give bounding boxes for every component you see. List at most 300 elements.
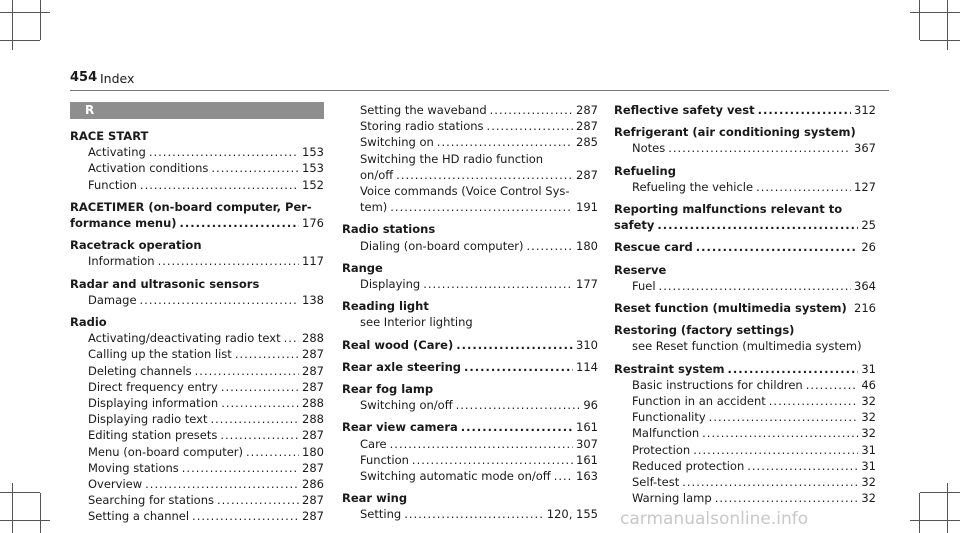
entry-label: Function xyxy=(360,452,409,467)
entry-label: Deleting channels xyxy=(88,363,192,378)
index-subentry[interactable] xyxy=(614,442,876,458)
page-reference: 120, 155 xyxy=(546,507,598,522)
dot-leader xyxy=(456,337,573,353)
entry-row xyxy=(614,300,876,316)
entry-label: Basic instructions for children xyxy=(632,377,803,392)
page-reference: 26 xyxy=(861,240,876,255)
dot-leader xyxy=(758,102,851,118)
entry-label: see Reset function (multimedia system) xyxy=(632,339,862,354)
entry-row xyxy=(632,140,876,156)
entry-label: Restraint system xyxy=(614,361,725,376)
index-entry[interactable] xyxy=(614,102,876,118)
entry-label: Activating/deactivating radio text xyxy=(88,331,281,346)
index-subentry[interactable] xyxy=(342,506,598,522)
entry-label: Overview xyxy=(88,477,143,492)
entry-label: Setting the waveband xyxy=(360,103,487,117)
entry-label: Reflective safety vest xyxy=(614,103,755,117)
page-section-title: Index xyxy=(100,71,135,86)
index-subentry[interactable] xyxy=(614,425,876,441)
entry-label: Care xyxy=(360,436,387,451)
entry-label: Radar and ultrasonic sensors xyxy=(70,276,260,291)
page-reference: 32 xyxy=(861,426,876,441)
index-subentry[interactable] xyxy=(614,458,876,474)
entry-label: Reduced protection xyxy=(632,458,745,473)
index-entry[interactable] xyxy=(342,359,598,375)
index-column-1 xyxy=(70,102,324,525)
index-column-2 xyxy=(342,102,598,523)
index-subentry[interactable] xyxy=(70,395,324,411)
entry-label: Reserve xyxy=(614,262,667,277)
index-subentry[interactable] xyxy=(70,411,324,427)
entry-row xyxy=(342,337,598,353)
entry-row xyxy=(88,330,324,346)
dot-leader xyxy=(396,167,573,183)
dot-leader xyxy=(217,492,299,508)
entry-label: Warning lamp xyxy=(632,491,712,506)
dot-leader xyxy=(220,427,299,443)
page-reference: 32 xyxy=(861,491,876,506)
page-reference: 191 xyxy=(576,200,598,215)
index-subentry[interactable] xyxy=(70,476,324,492)
page-reference: 96 xyxy=(583,398,598,413)
entry-label: Rear view camera xyxy=(342,420,458,435)
entry-row xyxy=(632,278,876,294)
entry-label: Menu (on-board computer) xyxy=(88,444,244,459)
dot-leader xyxy=(211,160,299,176)
index-subentry[interactable] xyxy=(70,460,324,476)
entry-label: Switching on/off xyxy=(360,398,453,413)
page-reference: 114 xyxy=(576,359,598,374)
entry-row xyxy=(88,508,324,524)
index-entry[interactable] xyxy=(342,337,598,353)
index-entry[interactable] xyxy=(70,237,324,253)
entry-label: formance menu) xyxy=(70,216,177,231)
dot-leader xyxy=(221,379,299,395)
entry-row xyxy=(88,460,324,476)
index-entry[interactable] xyxy=(70,128,324,144)
entry-row xyxy=(360,134,598,150)
entry-label: Refrigerant (air conditioning system) xyxy=(614,125,856,140)
index-subentry[interactable] xyxy=(342,118,598,134)
entry-label: Rear fog lamp xyxy=(342,382,434,397)
page-reference: 176 xyxy=(302,216,324,231)
crop-mark xyxy=(910,12,960,13)
entry-label-line: RACETIMER (on-board computer, Per- xyxy=(70,199,312,214)
entry-label: Damage xyxy=(88,292,137,307)
dot-leader xyxy=(404,506,544,522)
page-reference: 287 xyxy=(302,363,324,378)
page-reference: 153 xyxy=(302,145,324,160)
dot-leader xyxy=(180,215,300,231)
entry-label: safety xyxy=(614,218,655,233)
entry-label: Switching automatic mode on/off xyxy=(360,469,551,484)
index-subentry[interactable] xyxy=(342,183,598,215)
crop-mark xyxy=(0,520,50,521)
index-subentry[interactable] xyxy=(70,444,324,460)
page-reference: 180 xyxy=(576,238,598,253)
index-subentry[interactable] xyxy=(70,330,324,346)
entry-label: tem) xyxy=(360,200,388,215)
entry-label: Rescue card xyxy=(614,240,693,255)
index-entry[interactable] xyxy=(342,260,598,276)
dot-leader xyxy=(390,199,573,215)
entry-row xyxy=(88,363,324,379)
entry-label: Radio stations xyxy=(342,222,436,237)
dot-leader xyxy=(211,411,300,427)
entry-row xyxy=(88,379,324,395)
entry-label: Editing station presets xyxy=(88,428,218,443)
entry-label: Function xyxy=(88,177,137,192)
entry-label: Function in an accident xyxy=(632,394,766,409)
index-column-3 xyxy=(614,102,876,506)
index-subentry[interactable] xyxy=(614,409,876,425)
entry-label: Malfunction xyxy=(632,426,700,441)
dot-leader xyxy=(728,361,859,377)
dot-leader xyxy=(747,458,858,474)
index-subentry[interactable] xyxy=(70,346,324,362)
entry-row xyxy=(88,444,324,460)
index-subentry[interactable] xyxy=(70,363,324,379)
entry-label: RACE START xyxy=(70,129,149,143)
page-reference: 177 xyxy=(576,277,598,292)
dot-leader xyxy=(657,217,858,233)
index-subentry[interactable] xyxy=(342,397,598,413)
page-reference: 216 xyxy=(854,301,876,316)
dot-leader xyxy=(145,476,299,492)
dot-leader xyxy=(235,346,299,362)
page-reference: 288 xyxy=(302,331,324,346)
index-subentry[interactable] xyxy=(70,144,324,160)
entry-label: Displaying radio text xyxy=(88,412,208,427)
entry-row xyxy=(360,238,598,254)
crop-mark xyxy=(919,0,920,40)
entry-label: Protection xyxy=(632,442,691,457)
entry-row xyxy=(88,144,324,160)
entry-row xyxy=(360,506,598,522)
entry-label: Activating xyxy=(88,145,146,160)
page-number: 454 xyxy=(70,70,98,85)
entry-row xyxy=(360,452,598,468)
page-reference: 46 xyxy=(861,377,876,392)
page-reference: 127 xyxy=(854,179,876,194)
dot-leader xyxy=(527,238,574,254)
dot-leader xyxy=(158,253,299,269)
entry-label-line: Switching the HD radio function xyxy=(360,151,544,166)
entry-row xyxy=(88,292,324,308)
page-reference: 287 xyxy=(302,379,324,394)
entry-label: Racetrack operation xyxy=(70,238,202,253)
entry-label: Range xyxy=(342,260,383,275)
index-entry[interactable] xyxy=(614,322,876,338)
index-subentry[interactable] xyxy=(70,253,324,269)
entry-row xyxy=(360,199,598,215)
header-divider xyxy=(70,90,889,91)
index-entry[interactable] xyxy=(614,163,876,179)
dot-leader xyxy=(192,508,299,524)
dot-leader xyxy=(668,140,851,156)
crop-mark xyxy=(947,0,948,50)
entry-label: Displaying information xyxy=(88,396,219,411)
dot-leader xyxy=(246,444,299,460)
crop-mark xyxy=(0,40,40,41)
page-reference: 161 xyxy=(576,420,598,435)
entry-row xyxy=(360,118,598,134)
index-letter-heading: R xyxy=(70,102,324,119)
entry-label: see Interior lighting xyxy=(360,315,473,330)
dot-leader xyxy=(769,393,859,409)
entry-row xyxy=(88,411,324,427)
index-entry[interactable] xyxy=(614,124,876,140)
entry-row xyxy=(88,346,324,362)
dot-leader xyxy=(423,276,573,292)
dot-leader xyxy=(149,144,299,160)
crop-mark xyxy=(920,492,960,493)
page-reference: 153 xyxy=(302,161,324,176)
page-reference: 138 xyxy=(302,292,324,307)
index-subentry[interactable] xyxy=(70,292,324,308)
dot-leader xyxy=(140,292,300,308)
index-subentry[interactable] xyxy=(614,278,876,294)
entry-row xyxy=(632,393,876,409)
index-subentry[interactable] xyxy=(614,393,876,409)
page-reference: 312 xyxy=(854,103,876,117)
entry-label: Notes xyxy=(632,141,666,156)
entry-row xyxy=(632,442,876,458)
entry-row xyxy=(88,160,324,176)
entry-label: Dialing (on-board computer) xyxy=(360,238,524,253)
dot-leader xyxy=(195,363,299,379)
entry-row xyxy=(632,179,876,195)
entry-label: Information xyxy=(88,254,155,269)
entry-label: Rear axle steering xyxy=(342,359,461,374)
entry-label: Direct frequency entry xyxy=(88,379,218,394)
index-subentry[interactable] xyxy=(614,377,876,393)
page-reference: 287 xyxy=(302,493,324,508)
entry-label: Searching for stations xyxy=(88,493,214,508)
dot-leader xyxy=(696,239,859,255)
page-reference: 367 xyxy=(854,141,876,156)
entry-label: Rear wing xyxy=(342,491,408,506)
entry-row xyxy=(632,377,876,393)
entry-row xyxy=(88,177,324,193)
dot-leader xyxy=(284,330,299,346)
index-subentry[interactable] xyxy=(342,436,598,452)
page-reference: 31 xyxy=(861,442,876,457)
entry-row xyxy=(360,436,598,452)
entry-label: Functionality xyxy=(632,410,706,425)
index-subentry[interactable] xyxy=(342,468,598,484)
page-reference: 161 xyxy=(576,452,598,467)
index-subentry[interactable] xyxy=(342,238,598,254)
entry-label: Reading light xyxy=(342,299,429,314)
dot-leader xyxy=(140,177,299,193)
index-subentry[interactable] xyxy=(614,140,876,156)
index-subentry[interactable] xyxy=(342,314,598,330)
index-subentry[interactable] xyxy=(614,179,876,195)
index-entry[interactable] xyxy=(614,300,876,316)
index-entry[interactable] xyxy=(342,221,598,237)
entry-row xyxy=(360,397,598,413)
entry-row xyxy=(632,474,876,490)
entry-label-line: Voice commands (Voice Control Sys- xyxy=(360,184,570,199)
dot-leader xyxy=(412,452,573,468)
index-entry[interactable] xyxy=(614,262,876,278)
index-entry[interactable] xyxy=(614,361,876,377)
entry-row xyxy=(360,276,598,292)
crop-mark xyxy=(0,492,40,493)
page-reference: 25 xyxy=(861,218,876,233)
crop-mark xyxy=(919,493,920,533)
index-subentry[interactable] xyxy=(70,508,324,524)
entry-row xyxy=(360,468,598,484)
entry-label-line: Reporting malfunctions relevant to xyxy=(614,202,843,217)
page-reference: 287 xyxy=(302,347,324,362)
dot-leader xyxy=(756,179,851,195)
entry-label: Setting xyxy=(360,507,402,522)
entry-row xyxy=(614,102,876,118)
index-subentry[interactable] xyxy=(70,160,324,176)
dot-leader xyxy=(682,474,858,490)
index-entry[interactable] xyxy=(342,419,598,435)
page-reference: 32 xyxy=(861,410,876,425)
index-subentry[interactable] xyxy=(342,102,598,118)
crop-mark xyxy=(910,520,960,521)
dot-leader xyxy=(221,395,299,411)
page-reference: 364 xyxy=(854,278,876,293)
dot-leader xyxy=(709,409,859,425)
index-entry[interactable] xyxy=(342,490,598,506)
index-entry[interactable] xyxy=(70,276,324,292)
entry-row xyxy=(632,409,876,425)
page-reference: 286 xyxy=(302,477,324,492)
page-reference: 285 xyxy=(576,135,598,150)
entry-label: Restoring (factory settings) xyxy=(614,323,795,338)
entry-row xyxy=(632,425,876,441)
entry-label: Real wood (Care) xyxy=(342,337,454,352)
entry-row xyxy=(632,458,876,474)
entry-label: Refueling the vehicle xyxy=(632,179,754,194)
index-subentry[interactable] xyxy=(342,452,598,468)
entry-row xyxy=(70,215,324,231)
index-subentry[interactable] xyxy=(614,474,876,490)
dot-leader xyxy=(693,442,858,458)
index-entry[interactable] xyxy=(342,298,598,314)
index-subentry[interactable] xyxy=(70,427,324,443)
dot-leader xyxy=(390,436,573,452)
entry-row xyxy=(88,253,324,269)
entry-row xyxy=(88,492,324,508)
entry-row xyxy=(360,102,598,118)
index-subentry[interactable] xyxy=(614,338,876,354)
page-reference: 287 xyxy=(576,103,598,117)
index-subentry[interactable] xyxy=(614,490,876,506)
index-subentry[interactable] xyxy=(70,379,324,395)
page-reference: 163 xyxy=(576,469,598,484)
entry-label: Switching on xyxy=(360,135,434,150)
dot-leader xyxy=(487,118,574,134)
page-reference: 32 xyxy=(861,475,876,490)
dot-leader xyxy=(659,278,852,294)
index-entry[interactable] xyxy=(614,239,876,255)
entry-label: Displaying xyxy=(360,277,421,292)
page-reference: 287 xyxy=(576,167,598,182)
page-reference: 307 xyxy=(576,436,598,451)
entry-label: Calling up the station list xyxy=(88,347,232,362)
dot-leader xyxy=(806,377,859,393)
entry-label: Reset function (multimedia system) xyxy=(614,301,847,316)
crop-mark xyxy=(12,0,13,50)
entry-row xyxy=(632,490,876,506)
page-reference: 117 xyxy=(302,254,324,269)
entry-row xyxy=(342,419,598,435)
entry-label: on/off xyxy=(360,167,394,182)
index-subentry[interactable] xyxy=(342,276,598,292)
crop-mark xyxy=(947,483,948,533)
dot-leader xyxy=(437,134,573,150)
dot-leader xyxy=(182,460,299,476)
entry-row xyxy=(88,395,324,411)
dot-leader xyxy=(490,102,573,118)
entry-label: Setting a channel xyxy=(88,509,190,524)
page-reference: 287 xyxy=(576,119,598,134)
entry-label: Moving stations xyxy=(88,460,179,475)
entry-label: Refueling xyxy=(614,163,676,178)
page-reference: 287 xyxy=(302,509,324,524)
dot-leader xyxy=(554,468,573,484)
page-reference: 287 xyxy=(302,428,324,443)
page-reference: 287 xyxy=(302,460,324,475)
dot-leader xyxy=(702,425,858,441)
page-reference: 288 xyxy=(302,396,324,411)
index-entry[interactable] xyxy=(342,381,598,397)
page-reference: 288 xyxy=(302,412,324,427)
entry-row xyxy=(614,239,876,255)
crop-mark xyxy=(40,493,41,533)
index-entry[interactable] xyxy=(70,314,324,330)
crop-mark xyxy=(0,12,50,13)
page-reference: 310 xyxy=(576,337,598,352)
entry-row xyxy=(614,217,876,233)
dot-leader xyxy=(715,490,859,506)
index-entry[interactable] xyxy=(70,199,324,231)
entry-label: Activation conditions xyxy=(88,161,209,176)
entry-label: Self-test xyxy=(632,475,680,490)
page-reference: 152 xyxy=(302,177,324,192)
page-reference: 32 xyxy=(861,394,876,409)
page-reference: 31 xyxy=(861,361,876,376)
entry-row xyxy=(614,361,876,377)
crop-mark xyxy=(40,0,41,40)
index-subentry[interactable] xyxy=(342,134,598,150)
dot-leader xyxy=(456,397,581,413)
entry-row xyxy=(360,167,598,183)
dot-leader xyxy=(850,300,851,316)
index-subentry[interactable] xyxy=(70,177,324,193)
crop-mark xyxy=(12,483,13,533)
entry-label: Fuel xyxy=(632,278,656,293)
entry-row xyxy=(88,427,324,443)
page-reference: 31 xyxy=(861,458,876,473)
index-entry[interactable] xyxy=(614,201,876,233)
dot-leader xyxy=(461,419,573,435)
page-reference: 180 xyxy=(302,444,324,459)
watermark: carmanualsonline.info xyxy=(620,509,809,529)
entry-row xyxy=(342,359,598,375)
index-subentry[interactable] xyxy=(70,492,324,508)
crop-mark xyxy=(920,40,960,41)
dot-leader xyxy=(464,359,573,375)
index-subentry[interactable] xyxy=(342,151,598,183)
